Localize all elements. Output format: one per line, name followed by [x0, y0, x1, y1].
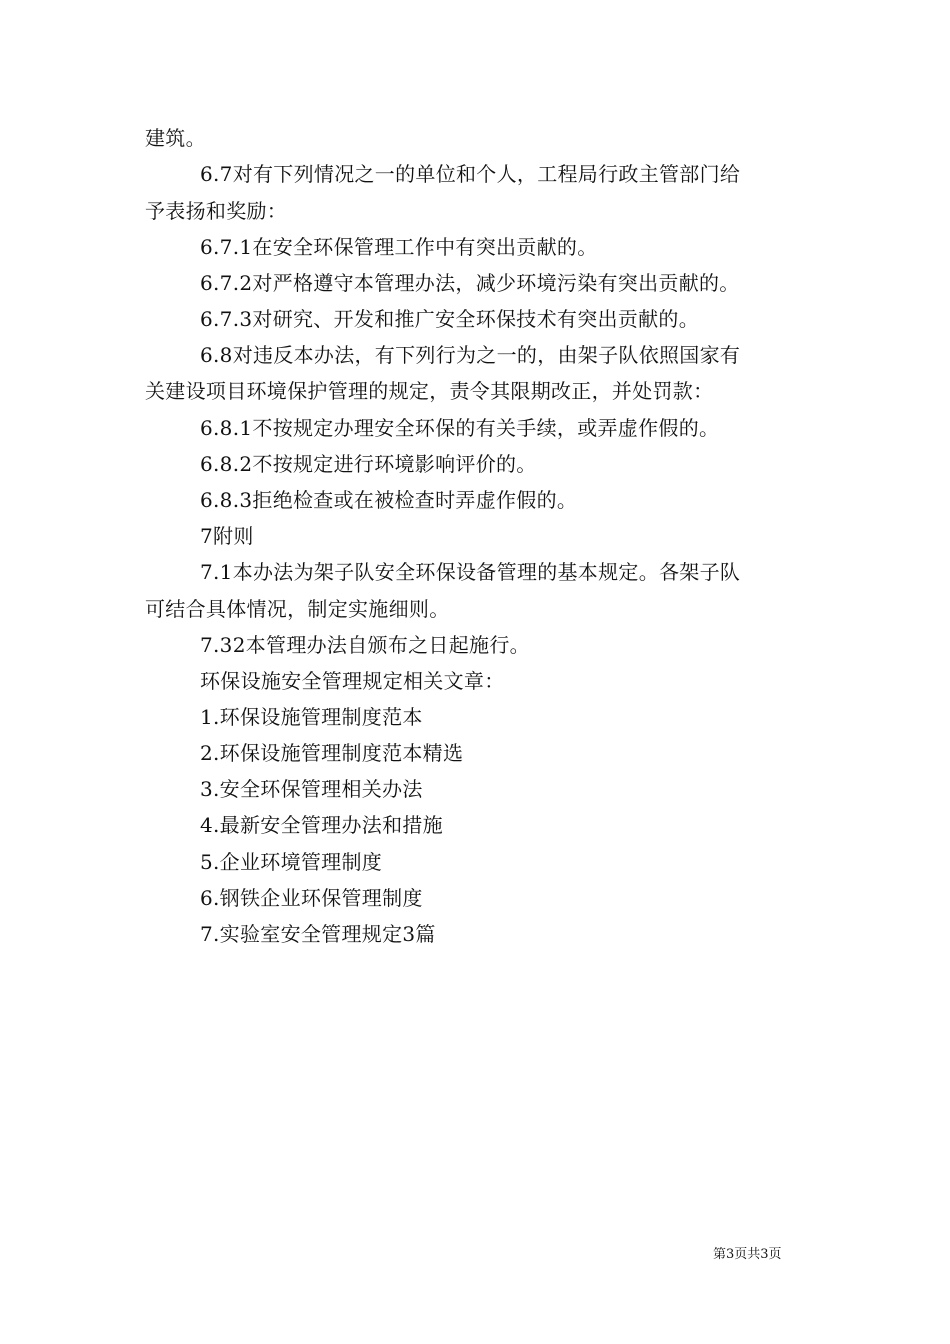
section-heading: 7附则 — [200, 524, 254, 548]
related-article-item: 2.环保设施管理制度范本精选 — [200, 741, 464, 765]
related-article-item: 5.企业环境管理制度 — [200, 850, 383, 874]
related-article-item: 6.钢铁企业环保管理制度 — [200, 886, 423, 910]
text-line: 建筑。 — [145, 126, 206, 150]
text-line: 6.7.3对研究、开发和推广安全环保技术有突出贡献的。 — [200, 307, 699, 331]
text-line: 6.8.1不按规定办理安全环保的有关手续，或弄虚作假的。 — [200, 416, 720, 440]
text-line: 6.8.3拒绝检查或在被检查时弄虚作假的。 — [200, 488, 578, 512]
related-article-item: 4.最新安全管理办法和措施 — [200, 813, 443, 837]
related-article-item: 1.环保设施管理制度范本 — [200, 705, 423, 729]
text-line: 6.7.1在安全环保管理工作中有突出贡献的。 — [200, 235, 598, 259]
related-articles-heading: 环保设施安全管理规定相关文章： — [200, 669, 505, 693]
text-line: 6.8.2不按规定进行环境影响评价的。 — [200, 452, 537, 476]
text-line: 予表扬和奖励： — [145, 199, 288, 223]
related-article-item: 3.安全环保管理相关办法 — [200, 777, 423, 801]
text-line: 7.1本办法为架子队安全环保设备管理的基本规定。各架子队 — [200, 560, 741, 584]
page-number-footer: 第3页共3页 — [713, 1247, 782, 1262]
text-line: 6.8对违反本办法，有下列行为之一的，由架子队依照国家有 — [200, 343, 741, 367]
text-line: 7.32本管理办法自颁布之日起施行。 — [200, 633, 530, 657]
text-line: 6.7.2对严格遵守本管理办法，减少环境污染有突出贡献的。 — [200, 271, 740, 295]
text-line: 关建设项目环境保护管理的规定，责令其限期改正，并处罚款： — [145, 379, 714, 403]
related-article-item: 7.实验室安全管理规定3篇 — [200, 922, 436, 946]
text-line: 可结合具体情况，制定实施细则。 — [145, 597, 450, 621]
text-line: 6.7对有下列情况之一的单位和个人，工程局行政主管部门给 — [200, 162, 741, 186]
